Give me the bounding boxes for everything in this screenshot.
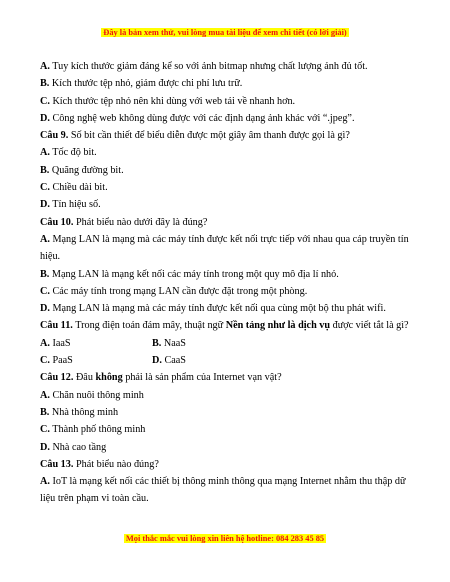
question-text: Phát biểu nào dưới đây là đúng? [75,216,208,228]
question-13 [40,456,416,473]
question-label: Câu 12. [40,372,74,384]
question-11 [40,317,416,334]
prev-option-c [40,93,416,110]
footer-banner [0,534,450,543]
option-label: C. [40,355,50,367]
q10-option-b [40,266,416,283]
q11-options-row-1 [40,335,416,352]
prev-option-a [40,58,416,75]
option-label: D. [40,199,50,211]
option-label: C. [40,182,50,194]
option-text: Công nghệ web không dùng được với các định dạng ảnh khác với “.jpeg”. [52,112,355,124]
q11-option-a [40,335,152,352]
question-label: Câu 9. [40,130,69,142]
option-text: Tín hiệu số. [52,199,101,211]
question-9 [40,127,416,144]
q9-option-b [40,162,416,179]
q10-option-c [40,283,416,300]
option-label: B. [40,268,50,280]
option-text: Chăn nuôi thông minh [52,389,144,401]
question-emphasis: Nền tảng như là dịch vụ [225,320,331,332]
question-text: Phát biểu nào đúng? [75,458,159,470]
option-label: C. [40,424,50,436]
option-text: Nhà thông minh [51,406,119,418]
prev-option-b [40,75,416,92]
prev-option-d [40,110,416,127]
q11-option-b [152,335,186,352]
question-label: Câu 13. [40,458,74,470]
option-label: B. [152,337,162,349]
option-text: Tuy kích thước giảm đáng kể so với ảnh bitmap nhưng chất lượng ảnh đủ tốt. [52,61,368,72]
option-text: Quãng đường bit. [51,164,124,176]
option-text: Kích thước tệp nhỏ nên khi dùng với web tải về nhanh hơn. [52,95,296,107]
q12-option-d [40,439,416,456]
option-text: Kích thước tệp nhỏ, giảm được chi phí lưu trữ. [51,78,243,90]
q11-option-c [40,352,152,369]
q11-options-row-2 [40,352,416,369]
option-label: C. [40,285,50,297]
option-text: NaaS [163,337,186,349]
q10-option-d [40,300,416,317]
q13-option-a [40,473,416,508]
option-label: A. [40,337,50,349]
question-text: Trong điện toán đám mây, thuật ngữ [75,320,224,332]
option-text: CaaS [164,355,186,367]
q9-option-c [40,179,416,196]
option-label: A. [40,233,50,245]
q10-option-a [40,231,416,266]
option-label: B. [40,78,50,90]
document-body [40,58,416,508]
option-text: Mạng LAN là mạng mà các máy tính được kết nối qua cùng một bộ thu phát wifi. [52,303,386,315]
question-text: Đâu [75,372,93,384]
option-label: A. [40,389,50,401]
option-label: D. [40,112,50,124]
q9-option-d [40,196,416,213]
footer-banner-text: Mọi thắc mắc vui lòng xin liên hệ hotline: 084 283 45 85 [125,534,325,543]
option-text: Thành phố thông minh [52,424,146,436]
question-emphasis: không [95,372,123,384]
option-text: Mạng LAN là mạng kết nối các máy tính trong một quy mô địa lí nhỏ. [51,268,339,280]
q12-option-b [40,404,416,421]
option-text: Các máy tính trong mạng LAN cần được đặt trong một phòng. [52,285,308,297]
option-label: D. [40,441,50,453]
option-text: Chiều dài bit. [52,182,108,194]
question-12 [40,369,416,386]
option-label: A. [40,476,50,488]
question-text: được viết tắt là gì? [332,320,409,332]
option-label: D. [40,303,50,315]
header-banner-text: Đây là bản xem thử, vui lòng mua tài liệu để xem chi tiết (có lời giải) [103,28,347,37]
option-label: A. [40,147,50,159]
option-text: IoT là mạng kết nối các thiết bị thông minh thông qua mạng Internet nhằm thu thập dữ liệu trên phạm vi toàn cầu. [40,476,406,505]
option-label: C. [40,95,50,107]
q12-option-a [40,387,416,404]
question-10 [40,214,416,231]
option-text: Tốc độ bit. [52,147,97,159]
header-banner [0,28,450,37]
option-label: D. [152,355,162,367]
q11-option-d [152,352,186,369]
option-label: B. [40,406,50,418]
option-text: Nhà cao tầng [52,441,107,453]
question-label: Câu 10. [40,216,74,228]
option-label: B. [40,164,50,176]
question-label: Câu 11. [40,320,73,332]
q9-option-a [40,144,416,161]
option-text: PaaS [52,355,73,367]
question-text: phải là sản phẩm của Internet vạn vật? [125,372,282,384]
q12-option-c [40,421,416,438]
option-label: A. [40,61,50,72]
question-text: Số bit cần thiết để biểu diễn được một giây âm thanh được gọi là gì? [70,130,350,142]
option-text: Mạng LAN là mạng mà các máy tính được kết nối trực tiếp với nhau qua cáp truyền tín hiệu. [40,233,409,263]
option-text: IaaS [52,337,71,349]
